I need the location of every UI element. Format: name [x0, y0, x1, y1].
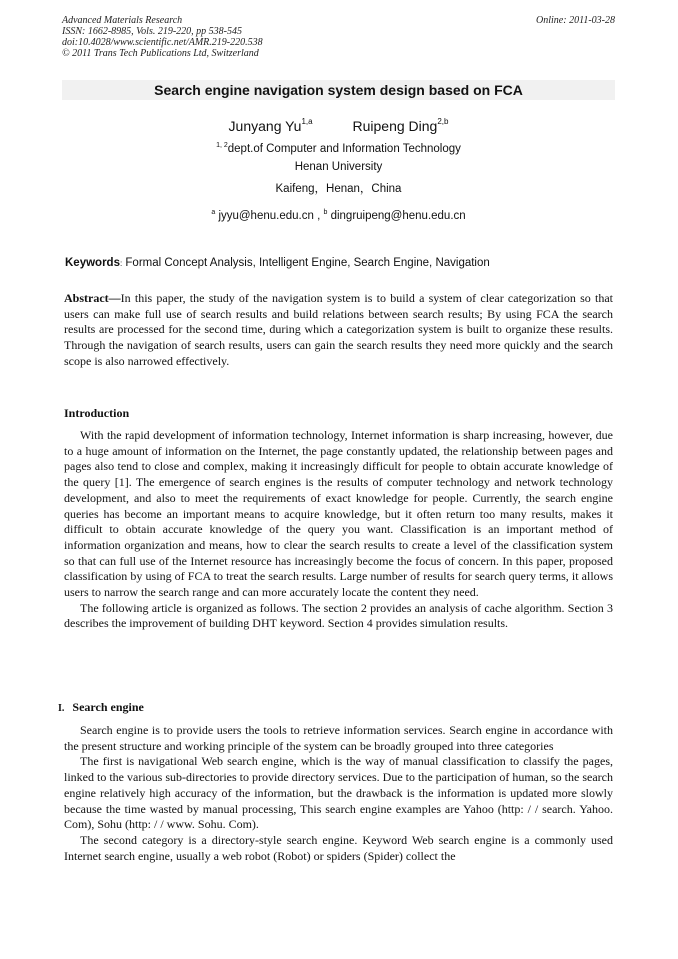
- affiliation-location: Kaifeng，Henan，China: [275, 183, 402, 195]
- email-a-sup: a: [211, 209, 216, 216]
- keywords-text: Formal Concept Analysis, Intelligent Engine, Search Engine, Navigation: [125, 257, 490, 269]
- keywords-sep: :: [119, 259, 123, 268]
- copyright: © 2011 Trans Tech Publications Ltd, Switzerland: [62, 48, 259, 59]
- dept-text: dept.of Computer and Information Technology: [227, 143, 461, 155]
- affiliation-dept: [62, 139, 615, 156]
- email-a[interactable]: jyyu@henu.edu.cn ,: [218, 210, 321, 222]
- intro-paragraph-2: The following article is organized as follows. The section 2 provides an analysis of cache algorithm. Section 3 describes the improvement of building DHT keyword. Section 4 provides simulation results.: [64, 600, 613, 631]
- abstract: [64, 291, 613, 370]
- author-2-name: Ruipeng Ding: [352, 118, 438, 134]
- author-list: [62, 113, 615, 135]
- doi[interactable]: doi:10.4028/www.scientific.net/AMR.219-220.538: [62, 37, 263, 48]
- author-2: [352, 118, 448, 134]
- section-1-number: I.: [58, 703, 65, 714]
- abstract-text: In this paper, the study of the navigation system is to build a system of clear categorization so that users can make full use of search results and build relations between search results; By using FCA the search results are processed for the second time, during which a categorization system is built to organize these results. Through the navigation of search results, users can gain the search results they need more quickly and the search scope is also narrowed effectively.: [64, 291, 613, 368]
- emails: [62, 206, 615, 223]
- section-1-title: Search engine: [72, 700, 144, 714]
- affiliation-sup: 1, 2: [216, 142, 228, 149]
- section-1-paragraph-1: Search engine is to provide users the tools to retrieve information services. Search engine in accordance with the present structure and working principle of the system can be broadly grouped into three categories: [64, 723, 613, 753]
- author-1-sup: 1,a: [301, 117, 313, 126]
- email-b[interactable]: dingruipeng@henu.edu.cn: [330, 210, 466, 222]
- author-1: [229, 118, 313, 134]
- introduction-body: [64, 428, 613, 632]
- paper-title: Search engine navigation system design based on FCA: [154, 82, 523, 98]
- journal-header: [62, 15, 615, 59]
- journal-name: Advanced Materials Research: [62, 15, 183, 26]
- section-1-heading: [58, 700, 144, 716]
- section-1-paragraph-3: The second category is a directory-style search engine. Keyword Web search engine is a commonly used Internet search engine, usually a web robot (Robot) or spiders (Spider) collect the: [64, 832, 613, 863]
- keywords-label: Keywords: [65, 257, 120, 269]
- section-1-paragraph-2: The first is navigational Web search engine, which is the way of manual classification to classify the pages, linked to the various sub-directories to provide directory services. Due to the participation of human, so the search engine relatively high accuracy of the information, but the drawback is the information is updated more slowly because the time wasted by manual processing, This search engine examples are Yahoo (http: / / search. Yahoo. Com), Sohu (http: / / www. Sohu. Com).: [64, 754, 613, 832]
- introduction-heading: Introduction: [64, 406, 130, 420]
- author-2-sup: 2,b: [437, 117, 449, 126]
- keywords: [65, 256, 615, 271]
- intro-paragraph-1: With the rapid development of information technology, Internet information is sharp increasing, however, due to a huge amount of information on the Internet, the page constantly updated, the relationship between pages and pages also tend to close and complex, making it increasingly difficult for people to obtain accurate knowledge of the query [1]. The emergence of search engines is the results of computer technology and network technology development, and also to meet the requirements of exact knowledge for people. Currently, the search engine queries has become an important means to acquire knowledge, but it often return too many results, makes it difficult to obtain accurate knowledge of the query you want. Classification is an important method of information organization and means, how to clear the search results to create a level of the classification system so that can full use of the Internet resource has increasingly become the focus of concern. In this paper, proposed classification by using of FCA to treat the search results. Large number of results for search query terms, it allows users to narrow the search range and can more accurately locate the content they need.: [64, 428, 613, 600]
- abstract-label: Abstract—: [64, 291, 121, 305]
- online-date: Online: 2011-03-28: [536, 15, 615, 26]
- author-1-name: Junyang Yu: [228, 118, 302, 134]
- email-b-sup: b: [323, 209, 328, 216]
- section-1-body: [64, 723, 613, 864]
- affiliation-university: Henan University: [294, 161, 383, 173]
- issn: ISSN: 1662-8985, Vols. 219-220, pp 538-545: [62, 26, 242, 37]
